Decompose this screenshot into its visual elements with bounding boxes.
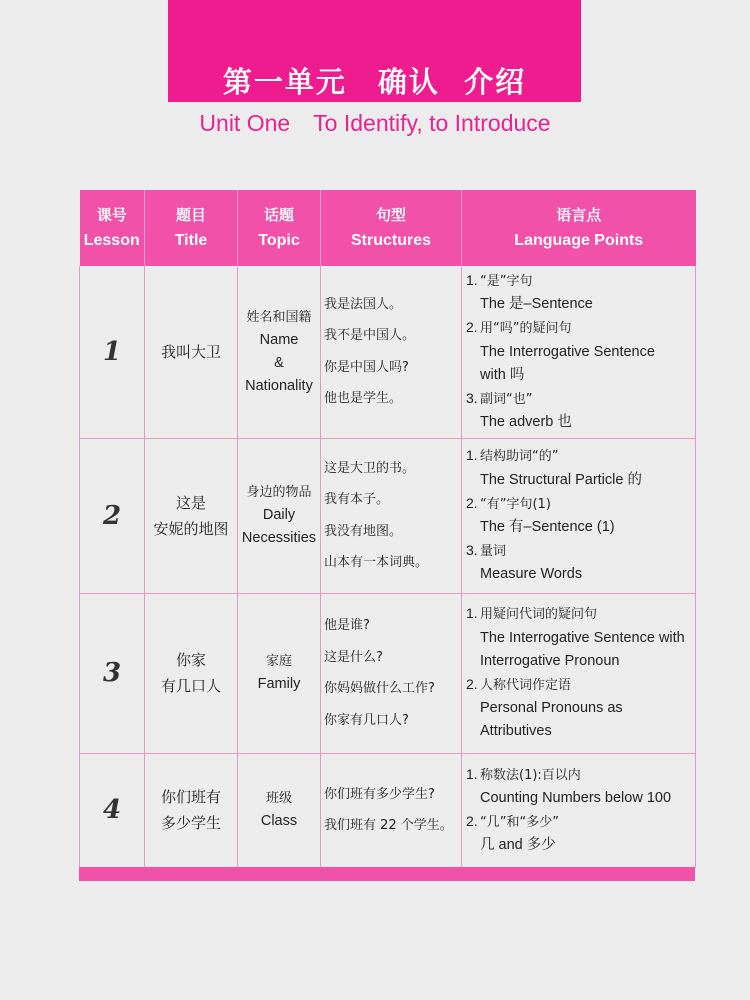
table-row bbox=[80, 266, 696, 438]
table-row bbox=[80, 593, 696, 753]
header-language-points: 语言点 Language Points bbox=[462, 190, 696, 266]
lesson-structures: 这是大卫的书。 我有本子。 我没有地图。 山本有一本词典。 bbox=[321, 438, 462, 593]
lesson-table bbox=[79, 190, 696, 868]
lesson-language-points: 1. 用疑问代词的疑问句 The Interrogative Sentence with Interrogative Pronoun 2. 人称代词作定语 Personal Pronouns as Attributives bbox=[462, 593, 696, 753]
lesson-structures: 我是法国人。 我不是中国人。 你是中国人吗? 他也是学生。 bbox=[321, 266, 462, 438]
lesson-topic: 班级 Class bbox=[238, 753, 321, 867]
lesson-title: 你家 有几口人 bbox=[145, 593, 238, 753]
header-topic: 话题 Topic bbox=[238, 190, 321, 266]
table-row bbox=[80, 438, 696, 593]
lesson-language-points: 1. 结构助词“的” The Structural Particle 的 2. “有”字句(1) The 有–Sentence (1) 3. 量词 Measure Words bbox=[462, 438, 696, 593]
unit-subtitle: Unit One To Identify, to Introduce bbox=[199, 110, 551, 136]
header-structures: 句型 Structures bbox=[321, 190, 462, 266]
table-row bbox=[80, 753, 696, 867]
unit-title: 第一单元 确认 介绍 bbox=[222, 65, 527, 99]
table-header-row bbox=[80, 190, 696, 266]
lesson-topic: 家庭 Family bbox=[238, 593, 321, 753]
lesson-title: 这是 安妮的地图 bbox=[145, 438, 238, 593]
lesson-topic: 身边的物品 Daily Necessities bbox=[238, 438, 321, 593]
lesson-number: 2 bbox=[80, 438, 145, 593]
lesson-title: 你们班有 多少学生 bbox=[145, 753, 238, 867]
lesson-topic: 姓名和国籍 Name & Nationality bbox=[238, 266, 321, 438]
lesson-structures: 他是谁? 这是什么? 你妈妈做什么工作? 你家有几口人? bbox=[321, 593, 462, 753]
header-title: 题目 Title bbox=[145, 190, 238, 266]
lesson-title: 我叫大卫 bbox=[145, 266, 238, 438]
table-bottom-bar bbox=[79, 867, 695, 881]
title-banner bbox=[168, 0, 581, 102]
header-lesson: 课号 Lesson bbox=[80, 190, 145, 266]
lesson-number: 1 bbox=[80, 266, 145, 438]
lesson-language-points: 1. 称数法(1):百以内 Counting Numbers below 100 2. “几”和“多少” 几 and 多少 bbox=[462, 753, 696, 867]
lesson-number: 4 bbox=[80, 753, 145, 867]
lesson-number: 3 bbox=[80, 593, 145, 753]
lesson-structures: 你们班有多少学生? 我们班有 22 个学生。 bbox=[321, 753, 462, 867]
lesson-language-points: 1. “是”字句 The 是–Sentence 2. 用“吗”的疑问句 The Interrogative Sentence with 吗 3. 副词“也” The adverb 也 bbox=[462, 266, 696, 438]
